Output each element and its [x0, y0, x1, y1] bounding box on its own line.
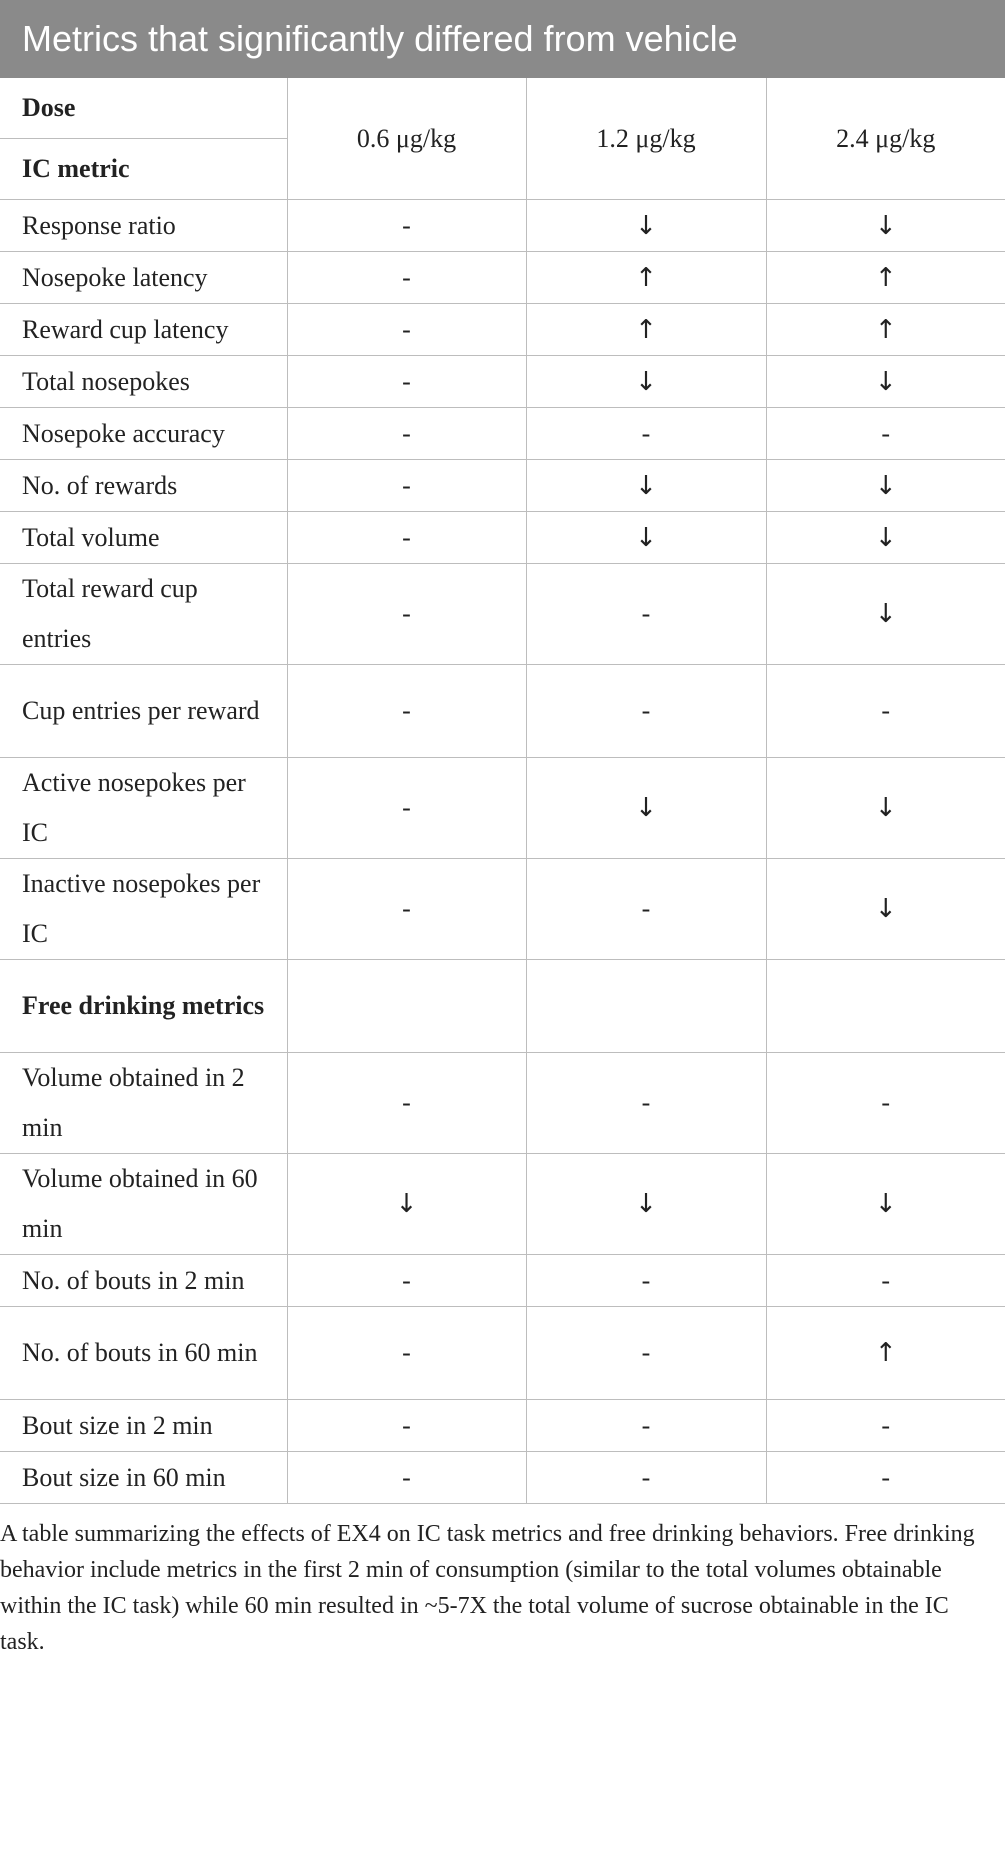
value-cell-dose-3: - — [766, 1255, 1005, 1307]
value-cell-dose-1: - — [287, 512, 526, 564]
value-cell-dose-2: ↑ — [526, 304, 766, 356]
table-title: Metrics that significantly differed from vehicle — [0, 0, 1005, 78]
metric-label: Total nosepokes — [0, 356, 287, 408]
header-label-cell — [0, 78, 287, 200]
value-cell-dose-1: - — [287, 665, 526, 758]
value-cell-dose-2: ↓ — [526, 512, 766, 564]
metric-label: Active nosepokes per IC — [0, 758, 287, 859]
metric-label: Volume obtained in 60 min — [0, 1154, 287, 1255]
value-cell-dose-3 — [766, 960, 1005, 1053]
section-row — [0, 960, 1005, 1053]
metric-label: Bout size in 60 min — [0, 1452, 287, 1504]
dose-header-1: 0.6 μg/kg — [287, 78, 526, 200]
dose-label: Dose — [22, 93, 76, 122]
value-cell-dose-1: - — [287, 564, 526, 665]
table-caption: A table summarizing the effects of EX4 on IC task metrics and free drinking behaviors. Free drinking behavior include metrics in the first 2 min of consumption (similar to the total volumes obtainable within the IC task) while 60 min resulted in ~5-7X the total volume of sucrose obtainable in the IC task. — [0, 1521, 975, 1655]
metrics-table — [0, 78, 1005, 1504]
value-cell-dose-1: - — [287, 200, 526, 252]
value-cell-dose-3: ↓ — [766, 564, 1005, 665]
table-row — [0, 356, 1005, 408]
value-cell-dose-1: - — [287, 1053, 526, 1154]
value-cell-dose-2: - — [526, 1452, 766, 1504]
value-cell-dose-3: ↓ — [766, 460, 1005, 512]
table-row — [0, 252, 1005, 304]
value-cell-dose-2: ↓ — [526, 758, 766, 859]
metric-label: Nosepoke accuracy — [0, 408, 287, 460]
metric-label: Inactive nosepokes per IC — [0, 859, 287, 960]
value-cell-dose-1: - — [287, 252, 526, 304]
metric-label: No. of bouts in 60 min — [0, 1307, 287, 1400]
value-cell-dose-2: - — [526, 1307, 766, 1400]
table-row — [0, 200, 1005, 252]
table-row — [0, 1255, 1005, 1307]
value-cell-dose-2: - — [526, 408, 766, 460]
table-row — [0, 665, 1005, 758]
table-row — [0, 564, 1005, 665]
value-cell-dose-2: - — [526, 564, 766, 665]
value-cell-dose-1: - — [287, 1255, 526, 1307]
value-cell-dose-1: - — [287, 408, 526, 460]
value-cell-dose-1: - — [287, 460, 526, 512]
value-cell-dose-2: - — [526, 665, 766, 758]
metric-label: Cup entries per reward — [0, 665, 287, 758]
value-cell-dose-3: ↓ — [766, 356, 1005, 408]
value-cell-dose-2: ↓ — [526, 460, 766, 512]
value-cell-dose-3: ↑ — [766, 304, 1005, 356]
value-cell-dose-1: - — [287, 758, 526, 859]
metric-label: Total reward cup entries — [0, 564, 287, 665]
table-row — [0, 512, 1005, 564]
value-cell-dose-1: - — [287, 356, 526, 408]
value-cell-dose-1: - — [287, 1307, 526, 1400]
value-cell-dose-3: ↓ — [766, 512, 1005, 564]
value-cell-dose-1: ↓ — [287, 1154, 526, 1255]
value-cell-dose-2: ↓ — [526, 356, 766, 408]
metric-label: Bout size in 2 min — [0, 1400, 287, 1452]
value-cell-dose-2: ↓ — [526, 200, 766, 252]
value-cell-dose-1: - — [287, 1452, 526, 1504]
value-cell-dose-3: - — [766, 408, 1005, 460]
table-row — [0, 408, 1005, 460]
value-cell-dose-3: - — [766, 1400, 1005, 1452]
value-cell-dose-1 — [287, 960, 526, 1053]
value-cell-dose-3: - — [766, 1452, 1005, 1504]
dose-header-3: 2.4 μg/kg — [766, 78, 1005, 200]
value-cell-dose-3: ↓ — [766, 200, 1005, 252]
table-row — [0, 1400, 1005, 1452]
table-row — [0, 1154, 1005, 1255]
ic-metric-label: IC metric — [0, 138, 287, 199]
value-cell-dose-1: - — [287, 1400, 526, 1452]
value-cell-dose-2: - — [526, 859, 766, 960]
table-row — [0, 460, 1005, 512]
value-cell-dose-3: ↓ — [766, 859, 1005, 960]
value-cell-dose-3: ↑ — [766, 1307, 1005, 1400]
value-cell-dose-3: ↓ — [766, 1154, 1005, 1255]
value-cell-dose-1: - — [287, 304, 526, 356]
value-cell-dose-3: ↓ — [766, 758, 1005, 859]
table-row — [0, 1452, 1005, 1504]
table-row — [0, 758, 1005, 859]
table-row — [0, 1053, 1005, 1154]
header-row — [0, 78, 1005, 200]
table-row — [0, 1307, 1005, 1400]
value-cell-dose-2: - — [526, 1400, 766, 1452]
metric-label: No. of rewards — [0, 460, 287, 512]
metric-label: No. of bouts in 2 min — [0, 1255, 287, 1307]
section-label: Free drinking metrics — [0, 960, 287, 1053]
metric-label: Nosepoke latency — [0, 252, 287, 304]
dose-header-2: 1.2 μg/kg — [526, 78, 766, 200]
value-cell-dose-2: - — [526, 1255, 766, 1307]
value-cell-dose-3: ↑ — [766, 252, 1005, 304]
metric-label: Reward cup latency — [0, 304, 287, 356]
metric-label: Total volume — [0, 512, 287, 564]
value-cell-dose-2: - — [526, 1053, 766, 1154]
value-cell-dose-3: - — [766, 665, 1005, 758]
metric-label: Response ratio — [0, 200, 287, 252]
value-cell-dose-1: - — [287, 859, 526, 960]
table-row — [0, 304, 1005, 356]
table-row — [0, 859, 1005, 960]
value-cell-dose-2 — [526, 960, 766, 1053]
value-cell-dose-2: ↑ — [526, 252, 766, 304]
value-cell-dose-2: ↓ — [526, 1154, 766, 1255]
value-cell-dose-3: - — [766, 1053, 1005, 1154]
metric-label: Volume obtained in 2 min — [0, 1053, 287, 1154]
